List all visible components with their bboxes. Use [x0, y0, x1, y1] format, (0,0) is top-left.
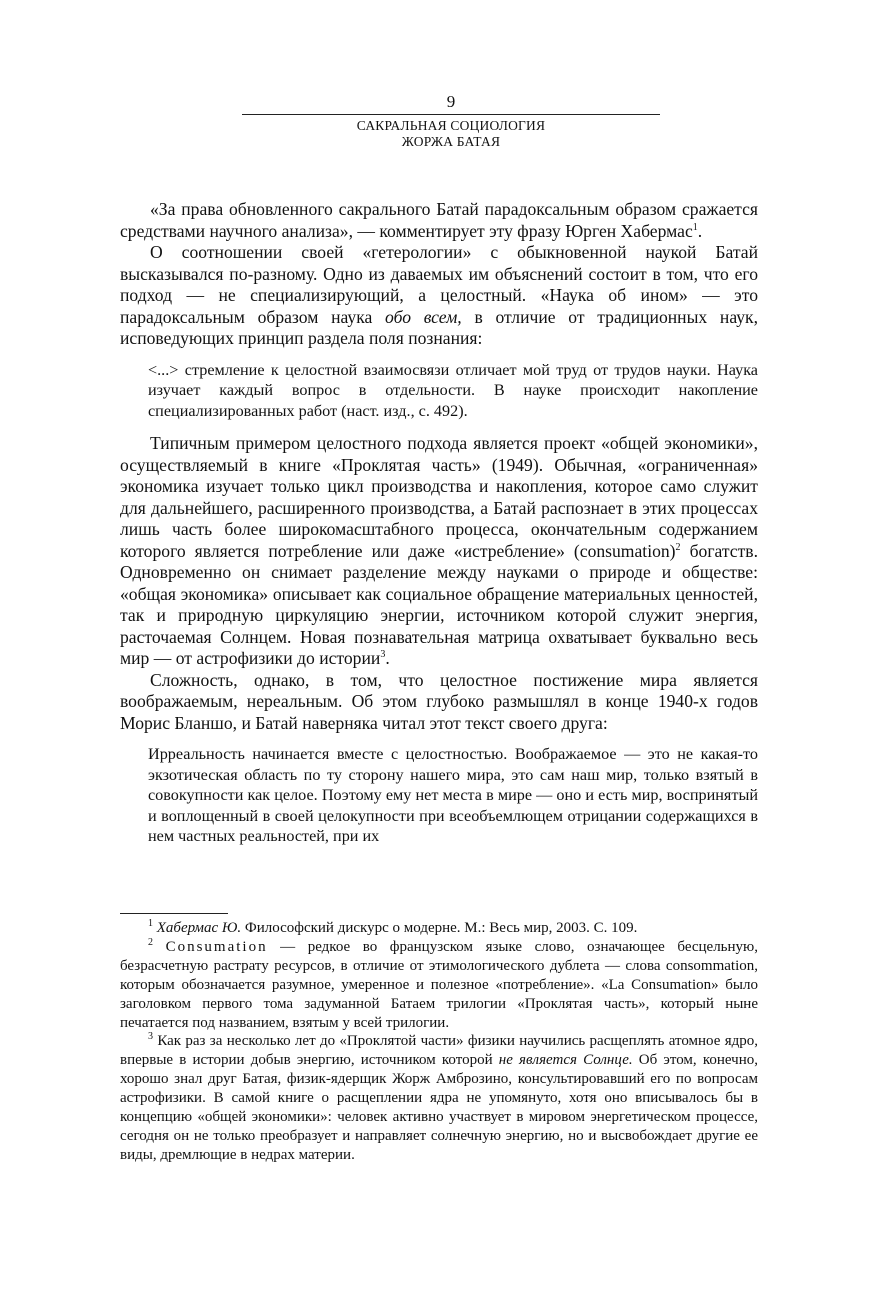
footnote-separator [120, 913, 228, 914]
footnote-2: $^2$ Consumation — редкое во французском языке слово, означающее бесцельную, безрасчетную растрату ресурсов, в отличие от этимологического дублета — слова consommation, которым обозначается разумное, умеренное и полезное «потребление». «La Consumation» было заголовком первого тома задуманной Батаем трилогии «Проклятая часть», который ныне печатается под названием, взятым у всей трилогии. [120, 936, 758, 1031]
footnote-1: $^1$ Хабермас Ю. Философский дискурс о модерне. М.: Весь мир, 2003. С. 109. [148, 918, 638, 936]
paragraph-4: Сложность, однако, в том, что целостное постижение мира является воображаемым, нереальным. Об этом глубоко размышлял в конце 1940-х годов Морис Бланшо, и Батай наверняка читал этот текст своего друга: [120, 669, 758, 733]
page-number: 9 [446, 92, 456, 111]
footnote-3: $^3$ Как раз за несколько лет до «Проклятой части» физики научились расщеплять атомное ядро, впервые в истории добыв энергию, источником которой не является Солнце. Об этом, конечно, хорошо знал друг Батая, физик-ядерщик Жорж Амброзино, консультировавший его по вопросам астрофизики. В самой книге о расщеплении ядра не упомянуто, хотя оно вписывалось бы в концепцию «общей экономики»: человек активно участвует в мировом энергетическом процессе, сегодня он не только преобразует и направляет солнечную энергию, но и высвобождает другие ее виды, дремлющие в недрах материи. [120, 1031, 758, 1163]
footnotes [120, 919, 758, 1165]
emphasis-text: обо всем, [385, 306, 462, 327]
running-head [242, 92, 660, 150]
footnote-ref-2[interactable]: 2 [675, 541, 681, 553]
footnote-ref-1[interactable]: 1 [692, 221, 698, 233]
block-quote-1: <...> стремление к целостной взаимосвязи отличает мой труд от трудов науки. Наука изучает каждый вопрос в отдельности. В науке происходит накопление специализированных работ (наст. изд., с. 492). [148, 360, 758, 420]
spaced-term: Consumation [165, 938, 268, 955]
block-quote-2: Ирреальность начинается вместе с целостностью. Воображаемое — это не какая-то экзотическая область по ту сторону нашего мира, это сам наш мир, только взятый в совокупности как целое. Поэтому ему нет места в мире — оно и есть мир, воспринятый и воплощенный в своей целокупности при всеобъемлющем отрицании содержащихся в нем частных реальностей, при их [148, 745, 758, 845]
paragraph-2: О соотношении своей «гетерологии» с обыкновенной наукой Батай высказывался по-разному. Одно из даваемых им объяснений состоит в том, что его подход — не специализирующий, а целостный. «Наука об ином» — это парадоксальным образом наука обо всем, в отличие от традиционных наук, исповедующих принцип раздела поля познания: [120, 242, 758, 348]
paragraph-3: Типичным примером целостного подхода является проект «общей экономики», осуществляемый в книге «Проклятая часть» (1949). Обычная, «ограниченная» экономика изучает только цикл производства и накопления, которое само служит для дальнейшего, расширенного производства, а Батай распознает в этих процессах лишь часть более широкомасштабного процесса, окончательным содержанием которого является потребление или даже «истребление» (consumation)$^2$ богатств. Одновременно он снимает разделение между науками о природе и обществе: «общая экономика» описывает как социальное обращение материальных ценностей, так и природную циркуляцию энергии, источником которой служит энергия, расточаемая Солнцем. Новая познавательная матрица охватывает буквально весь мир — от астрофизики до истории$^3$. [120, 433, 759, 668]
header-rule [242, 114, 660, 115]
running-title-line-2: ЖОРЖА БАТАЯ [401, 134, 501, 149]
footnote-ref-3[interactable]: 3 [380, 649, 386, 661]
paragraph-1: «За права обновленного сакрального Батай парадоксальным образом сражается средствами научного анализа», — комментирует эту фразу Юрген Хабермас$^1$. [120, 199, 758, 241]
main-text [120, 199, 758, 859]
running-title-line-1: САКРАЛЬНАЯ СОЦИОЛОГИЯ [356, 118, 546, 133]
